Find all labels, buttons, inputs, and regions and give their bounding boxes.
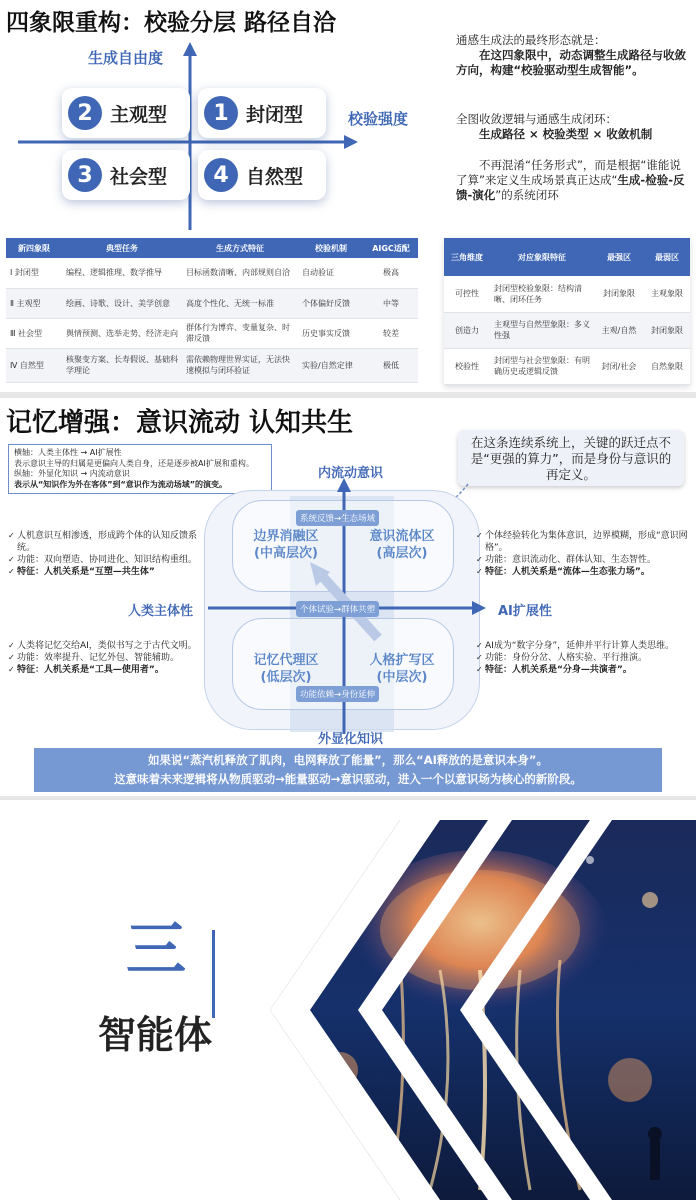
quadrant-label: 自然型	[246, 165, 304, 188]
table-cell: 主观型与自然型象限：多义性强	[490, 312, 594, 348]
chapter-slide	[0, 800, 696, 1200]
note-line: 横轴：人类主体性 → AI扩展性	[14, 448, 122, 457]
pill-system-feedback: 系统反馈→生态场域	[296, 510, 379, 526]
list-item: ✓ 功能：身份分岔、人格实验、平行推演。	[476, 652, 688, 664]
callout-text: 在这条连续系统上，关键的跃迁点不是“更强的算力”，而是身份与意识的再定义。	[470, 435, 672, 482]
table-cell: 需依赖物理世界实证，无法快速模拟与闭环验证	[182, 348, 298, 382]
table-row	[6, 318, 418, 348]
quadrant-label: 主观型	[110, 103, 168, 126]
table-cell: 自然象限	[644, 348, 690, 384]
quadrant-slide	[0, 0, 696, 392]
table-row	[6, 288, 418, 318]
right-axis-label: AI扩展性	[498, 604, 552, 619]
quadrant-number: 2	[68, 96, 102, 130]
list-item: ✓ 特征：人机关系是“分身—共演者”。	[476, 664, 688, 676]
conclusion-banner	[34, 748, 662, 792]
table-header: 校验机制	[298, 238, 364, 258]
zone-persona-expansion: 人格扩写区 (中层次)	[369, 653, 435, 685]
table-header: 典型任务	[62, 238, 182, 258]
table-cell: 舆情预测、选举走势、经济走向	[62, 318, 182, 348]
table-cell: 目标函数清晰、内部规则自洽	[182, 258, 298, 288]
table-header: 三角维度	[444, 238, 490, 276]
summary-paragraph-3	[456, 158, 688, 203]
chapter-title: 智能体	[98, 1013, 213, 1057]
quadrant-1	[198, 88, 326, 138]
top-axis-label: 内流动意识	[318, 466, 384, 481]
list-item: ✓ 功能：意识流动化、群体认知、生态智性。	[476, 554, 688, 566]
quadrant-label: 封闭型	[246, 103, 304, 126]
zone-memory-proxy: 记忆代理区 (低层次)	[253, 653, 319, 685]
summary-text: 通感生成法的最终形态就是：	[456, 33, 606, 47]
table-cell: 封闭象限	[594, 276, 644, 312]
table-cell: 绘画、诗歌、设计、美学创意	[62, 288, 182, 318]
table-row	[444, 348, 690, 384]
bullets-bottom-right	[476, 640, 688, 676]
summary-text: ”的系统闭环	[495, 188, 559, 202]
table-cell: 个体偏好反馈	[298, 288, 364, 318]
table-header: 新四象限	[6, 238, 62, 258]
chapter-divider	[212, 930, 215, 1018]
table-cell: 极低	[364, 348, 418, 382]
table-cell: Ⅱ 主观型	[6, 288, 62, 318]
table-cell: 可控性	[444, 276, 490, 312]
list-item: ✓ 功能：双向塑造、协同进化、知识结构重组。	[8, 554, 204, 566]
list-item: ✓ 特征：人机关系是“互塑—共生体”	[8, 566, 204, 578]
bottom-axis-label: 外显化知识	[318, 732, 384, 747]
table-header: 最弱区	[644, 238, 690, 276]
table-header: AIGC适配	[364, 238, 418, 258]
banner-line: 这意味着未来逻辑将从物质驱动→能量驱动→意识驱动，进入一个以意识场为核心的新阶段。	[114, 772, 582, 786]
table-row	[6, 348, 418, 382]
list-item: ✓ 特征：人机关系是“工具—使用者”。	[8, 664, 204, 676]
summary-bold-text: 在这四象限中，动态调整生成路径与收敛方向，构建“校验驱动型生成智能”。	[456, 48, 686, 77]
quadrant-table	[6, 238, 418, 383]
slide-title: 记忆增强：意识流动 认知共生	[6, 408, 354, 438]
table-cell: 历史事实反馈	[298, 318, 364, 348]
table-cell: Ⅳ 自然型	[6, 348, 62, 382]
x-axis-label: 校验强度	[348, 110, 409, 128]
table-header: 对应象限特征	[490, 238, 594, 276]
bullets-top-left	[8, 530, 204, 578]
bullets-bottom-left	[8, 640, 204, 676]
table-cell: 群体行为博弈、变量复杂、时滞反馈	[182, 318, 298, 348]
table-cell: 主观/自然	[594, 312, 644, 348]
summary-text: 全图收敛逻辑与通感生成闭环：	[456, 112, 617, 126]
quadrant-2	[62, 88, 190, 138]
y-axis-label: 生成自由度	[88, 49, 164, 67]
banner-line: 如果说“蒸汽机释放了肌肉，电网释放了能量”，那么“AI释放的是意识本身”。	[148, 753, 548, 767]
note-line: 表示从“知识作为外在客体”到“意识作为流动场域”的演变。	[14, 479, 228, 489]
quadrant-label: 社会型	[110, 165, 168, 188]
table-cell: 自动验证	[298, 258, 364, 288]
table-cell: 主观象限	[644, 276, 690, 312]
table-cell: 极高	[364, 258, 418, 288]
slide-title: 四象限重构：校验分层 路径自洽	[6, 10, 337, 36]
table-cell: 创造力	[444, 312, 490, 348]
table-cell: Ⅲ 社会型	[6, 318, 62, 348]
table-cell: 核聚变方案、长寿假说、基础科学理论	[62, 348, 182, 382]
memory-slide	[0, 398, 696, 796]
list-item: ✓ 功能：效率提升、记忆外包、智能辅助。	[8, 652, 204, 664]
note-line: 纵轴：外显化知识 → 内流动意识	[14, 469, 130, 478]
table-cell: 封闭象限	[644, 312, 690, 348]
summary-bold-text: 生成-检验-反馈-演化	[456, 173, 685, 202]
list-item: ✓ 人机意识互相渗透，形成跨个体的认知反馈系统。	[8, 530, 204, 554]
quadrant-number: 4	[204, 158, 238, 192]
table-cell: 实验/自然定律	[298, 348, 364, 382]
list-item: ✓ AI成为“数字分身”，延伸并平行计算人类思维。	[476, 640, 688, 652]
summary-paragraph-1	[456, 33, 688, 78]
list-item: ✓ 个体经验转化为集体意识，边界模糊，形成“意识网格”。	[476, 530, 688, 554]
left-axis-label: 人类主体性	[128, 604, 194, 619]
table-cell: Ⅰ 封闭型	[6, 258, 62, 288]
bullets-top-right	[476, 530, 688, 578]
pill-function-dependency: 功能依赖→身份延伸	[296, 686, 379, 702]
table-cell: 校验性	[444, 348, 490, 384]
summary-bold-text: 生成路径 × 校验类型 × 收敛机制	[479, 127, 653, 141]
quadrant-number: 1	[204, 96, 238, 130]
table-row	[444, 276, 690, 312]
zone-boundary-fusion: 边界消融区 (中高层次)	[253, 529, 319, 561]
quadrant-3	[62, 150, 190, 200]
triangle-table	[444, 238, 690, 385]
pill-individual-trial: 个体试验→群体共塑	[296, 601, 379, 617]
table-cell: 编程、逻辑推理、数学推导	[62, 258, 182, 288]
table-header: 最强区	[594, 238, 644, 276]
summary-paragraph-2	[456, 112, 688, 142]
list-item: ✓ 人类将记忆交给AI，类似书写之于古代文明。	[8, 640, 204, 652]
quadrant-4	[198, 150, 326, 200]
table-cell: 中等	[364, 288, 418, 318]
table-row	[444, 312, 690, 348]
list-item: ✓ 特征：人机关系是“流体—生态张力场”。	[476, 566, 688, 578]
zone-consciousness-fluid: 意识流体区 (高层次)	[369, 529, 435, 561]
table-header: 生成方式特征	[182, 238, 298, 258]
table-cell: 封闭/社会	[594, 348, 644, 384]
table-cell: 高度个性化、无统一标准	[182, 288, 298, 318]
table-cell: 封闭型校验象限：结构清晰、闭环任务	[490, 276, 594, 312]
table-cell: 封闭型与社会型象限：有明确历史或逻辑反馈	[490, 348, 594, 384]
note-line: 表示意识主导的归属是更偏向人类自身，还是逐步被AI扩展和重构。	[14, 458, 254, 468]
chapter-number: 三	[126, 915, 186, 985]
quadrant-number: 3	[68, 158, 102, 192]
jellyfish-artwork	[250, 820, 696, 1200]
table-cell: 较差	[364, 318, 418, 348]
summary-text: 不再混淆“任务形式”，而是根据“谁能说了算”来定义生成场景真正达成“	[456, 158, 681, 187]
table-row	[6, 258, 418, 288]
